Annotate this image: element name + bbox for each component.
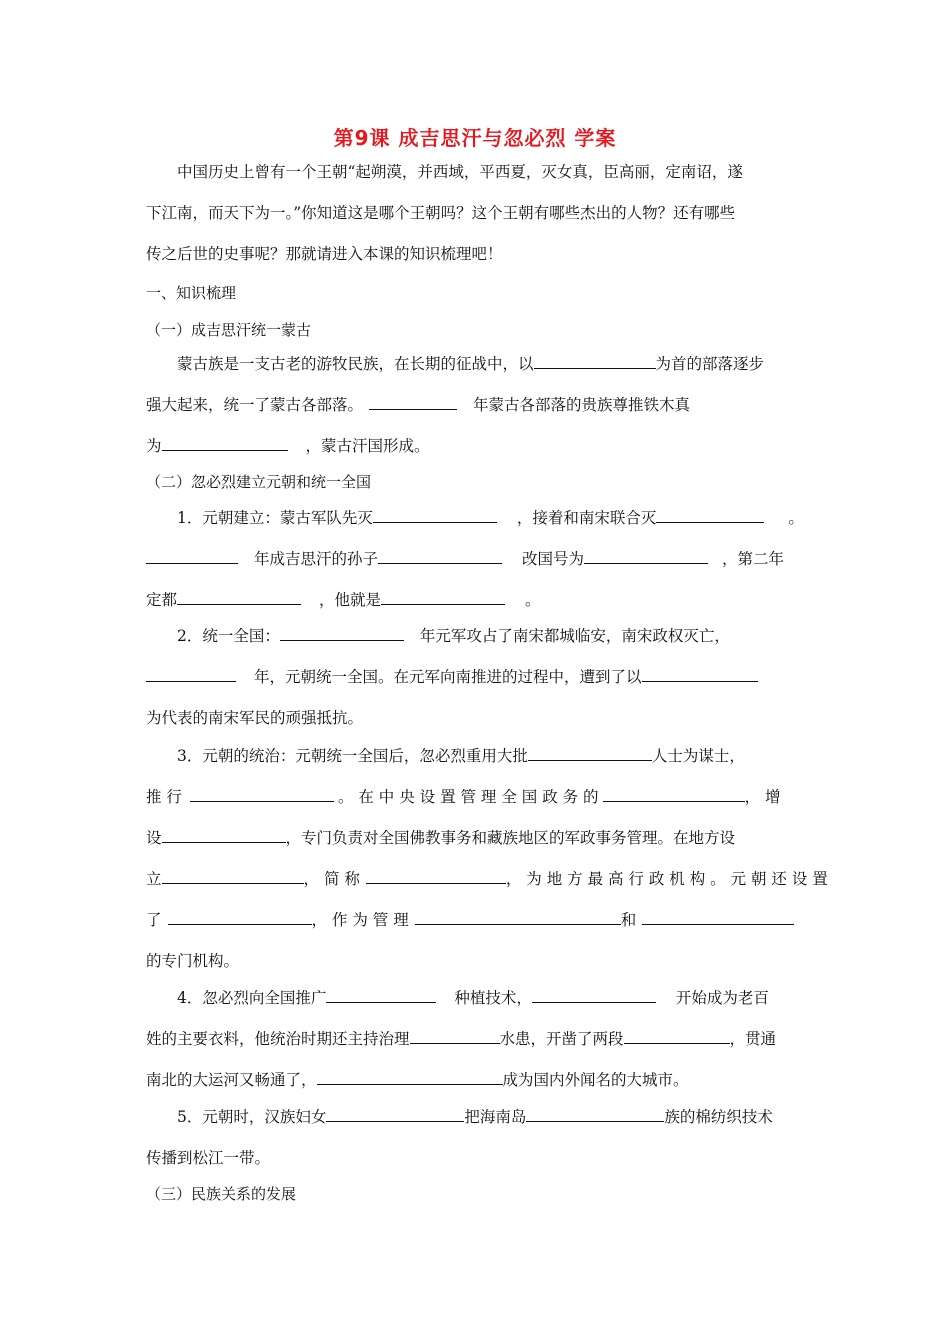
text: 姓的主要衣料，他统治时期还主持治理: [146, 1030, 410, 1048]
text: 把海南岛: [464, 1108, 527, 1126]
intro-line-1: 中国历史上曾有一个王朝“起朔漠，并西域，平西夏，灭女真，臣高丽，定南诏，遂: [177, 163, 743, 181]
p4-line-3: [146, 1070, 689, 1090]
intro-line-2: 下江南，而天下为一。”你知道这是哪个王朝吗？这个王朝有哪些杰出的人物？还有哪些: [146, 204, 736, 222]
answer-blank[interactable]: [642, 667, 758, 682]
p5-line-2: 传播到松江一带。: [146, 1149, 271, 1167]
text: 南北的大运河又畅通了，: [146, 1071, 317, 1089]
answer-blank[interactable]: [326, 988, 436, 1003]
text: 和: [620, 911, 637, 929]
p4-line-2: [146, 1029, 776, 1049]
text: 开始成为老百: [675, 989, 769, 1007]
text: 为: [146, 437, 162, 455]
subsection-heading-1: （一）成吉思汗统一蒙古: [146, 321, 312, 339]
text: 。: [525, 591, 541, 609]
answer-blank[interactable]: [280, 626, 404, 641]
answer-blank[interactable]: [656, 508, 764, 523]
text: 了: [146, 911, 162, 929]
text: 。 在 中 央 设 置 管 理 全 国 政 务 的: [337, 788, 599, 806]
sub1-line-3: [146, 436, 430, 456]
p2-line-3: 为代表的南宋军民的顽强抵抗。: [146, 709, 364, 727]
text: 设: [146, 829, 162, 847]
sub1-line-1: [177, 354, 764, 374]
subsection-heading-3: （三）民族关系的发展: [146, 1185, 297, 1203]
p3-line-1: [177, 746, 745, 766]
section-heading: 一、知识梳理: [146, 284, 237, 302]
text: ， 简 称: [303, 870, 360, 888]
answer-blank[interactable]: [534, 354, 656, 369]
answer-blank[interactable]: [410, 1029, 500, 1044]
answer-blank[interactable]: [177, 590, 301, 605]
text: 强大起来，统一了蒙古各部落。: [146, 396, 364, 414]
answer-blank[interactable]: [584, 549, 708, 564]
intro-line-3: 传之后世的史事呢？那就请进入本课的知识梳理吧！: [146, 245, 503, 263]
answer-blank[interactable]: [369, 395, 457, 410]
p5-line-1: [177, 1107, 773, 1127]
p1-line-3: [146, 590, 541, 610]
text: 改国号为: [522, 550, 585, 568]
answer-blank[interactable]: [162, 869, 304, 884]
answer-blank[interactable]: [528, 746, 652, 761]
answer-blank[interactable]: [168, 910, 312, 925]
p3-line-5: [146, 910, 794, 930]
p3-line-3: [146, 828, 735, 848]
subsection-heading-2: （二）忽必烈建立元朝和统一全国: [146, 473, 372, 491]
text: 。: [788, 509, 804, 527]
answer-blank[interactable]: [162, 436, 288, 451]
p3-line-6: 的专门机构。: [146, 952, 240, 970]
text: ， 为 地 方 最 高 行 政 机 构 。 元 朝 还 设 置: [505, 870, 828, 888]
answer-blank[interactable]: [326, 1107, 464, 1122]
p3-line-2: [146, 787, 781, 807]
text: ，蒙古汗国形成。: [305, 437, 430, 455]
p2-line-1: [177, 626, 730, 646]
text: 种植技术，: [454, 989, 532, 1007]
text: ，接着和南宋联合灭: [516, 509, 657, 527]
answer-blank[interactable]: [146, 549, 238, 564]
p2-line-2: [146, 667, 758, 687]
answer-blank[interactable]: [373, 508, 497, 523]
text: ，贯通: [729, 1030, 777, 1048]
text: 定都: [146, 591, 178, 609]
p4-line-1: [177, 988, 769, 1008]
p3-line-4: [146, 869, 828, 889]
text: ， 作 为 管 理: [311, 911, 409, 929]
text: 立: [146, 870, 162, 888]
text: 人士为谋士，: [651, 747, 745, 765]
answer-blank[interactable]: [642, 910, 794, 925]
text: 为首的部落逐步: [655, 355, 765, 373]
text: ，第二年: [722, 550, 785, 568]
text: 成为国内外闻名的大城市。: [502, 1071, 689, 1089]
answer-blank[interactable]: [532, 988, 656, 1003]
text: 1．元朝建立：蒙古军队先灭: [177, 509, 373, 527]
sub1-line-2: [146, 395, 690, 415]
answer-blank[interactable]: [603, 787, 745, 802]
text: 3．元朝的统治：元朝统一全国后，忽必烈重用大批: [177, 747, 528, 765]
p1-line-2: [146, 549, 784, 569]
text: 年蒙古各部落的贵族尊推铁木真: [473, 396, 691, 414]
answer-blank[interactable]: [162, 828, 286, 843]
text: 年元军攻占了南宋都城临安，南宋政权灭亡，: [419, 627, 730, 645]
p1-line-1: [177, 508, 804, 528]
answer-blank[interactable]: [526, 1107, 664, 1122]
answer-blank[interactable]: [624, 1029, 730, 1044]
text: ，他就是: [319, 591, 382, 609]
text: 年，元朝统一全国。在元军向南推进的过程中，遭到了以: [254, 668, 642, 686]
page-title: 第9课 成吉思汗与忽必烈 学案: [333, 126, 617, 150]
answer-blank[interactable]: [317, 1070, 503, 1085]
text: 5．元朝时，汉族妇女: [177, 1108, 327, 1126]
answer-blank[interactable]: [415, 910, 621, 925]
text: 水患，开凿了两段: [499, 1030, 624, 1048]
answer-blank[interactable]: [378, 549, 502, 564]
answer-blank[interactable]: [366, 869, 506, 884]
answer-blank[interactable]: [190, 787, 334, 802]
text: 族的棉纺织技术: [664, 1108, 773, 1126]
text: 2．统一全国：: [177, 627, 280, 645]
text: ，专门负责对全国佛教事务和藏族地区的军政事务管理。在地方设: [285, 829, 736, 847]
text: 推 行: [146, 788, 182, 806]
text: 年成吉思汗的孙子: [254, 550, 379, 568]
answer-blank[interactable]: [381, 590, 505, 605]
text: 4．忽必烈向全国推广: [177, 989, 327, 1007]
text: ， 增: [744, 788, 781, 806]
answer-blank[interactable]: [146, 667, 236, 682]
text: 蒙古族是一支古老的游牧民族，在长期的征战中，以: [177, 355, 534, 373]
